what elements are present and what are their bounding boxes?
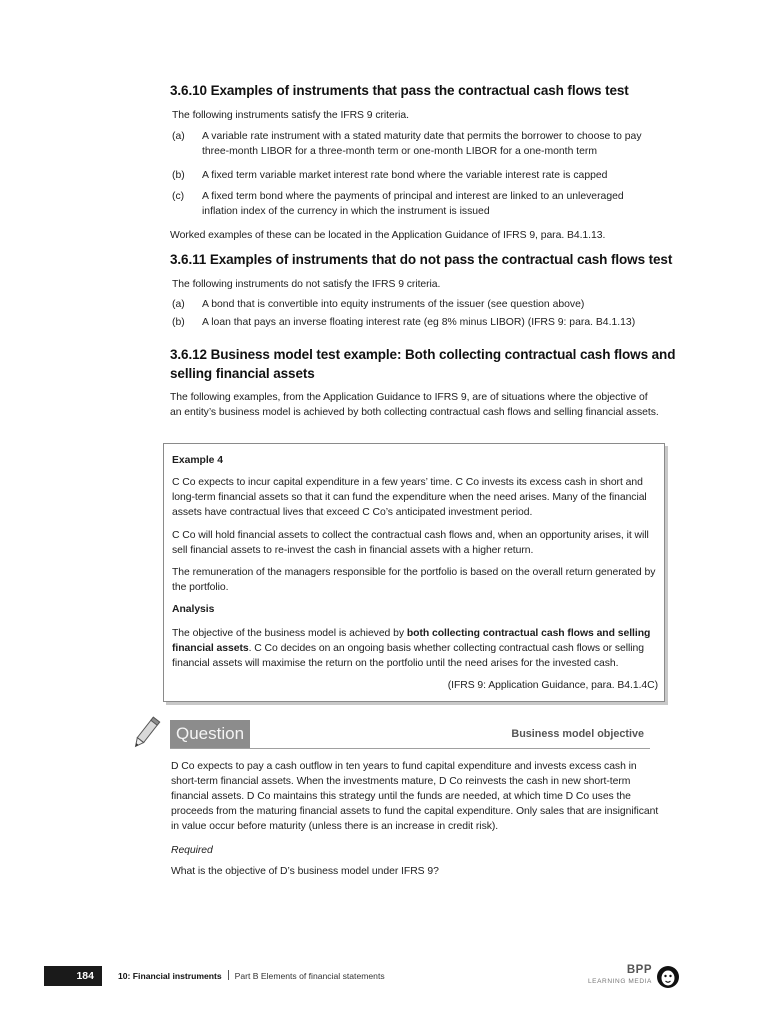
list-marker: (a): [172, 131, 185, 142]
list-item: [172, 315, 662, 330]
analysis-paragraph: [172, 626, 656, 671]
brand-subtitle: LEARNING MEDIA: [587, 978, 652, 985]
question-title: Business model objective: [511, 728, 644, 740]
chapter-label: 10: Financial instruments: [118, 971, 222, 981]
list-text: A variable rate instrument with a stated maturity date that permits the borrower to choose to pay three-month LIBOR for a three-month term or one-month LIBOR for a one-month term: [202, 131, 642, 157]
example-paragraph: C Co expects to incur capital expenditure in a few years’ time. C Co invests its excess cash in short and long-term financial assets so that it can fund the expenditure when the need arises. Many of the financial assets have contractual lives that exceed C Co’s anticipated investment period.: [172, 477, 647, 518]
section-intro: The following examples, from the Application Guidance to IFRS 9, are of situations where the objective of an entity’s business model is achieved by both collecting contractual cash flows and selling financial assets.: [170, 392, 659, 418]
section-heading-3-6-12-line2: selling financial assets: [170, 366, 315, 381]
required-text: What is the objective of D’s business model under IFRS 9?: [171, 866, 439, 877]
list-text: A fixed term bond where the payments of principal and interest are linked to an unleveraged inflation index of the currency in which the instrument is issued: [202, 191, 624, 217]
list-text: A bond that is convertible into equity instruments of the issuer (see question above): [202, 299, 585, 310]
section-intro: The following instruments do not satisfy the IFRS 9 criteria.: [172, 279, 441, 290]
list-item: [172, 168, 662, 183]
running-footer: [118, 970, 385, 982]
example-citation: (IFRS 9: Application Guidance, para. B4.1.4C): [447, 680, 658, 691]
list-marker: (b): [172, 317, 185, 328]
section-heading-3-6-11: 3.6.11 Examples of instruments that do not pass the contractual cash flows test: [170, 252, 673, 267]
question-body: D Co expects to pay a cash outflow in ten years to fund capital expenditure and invests excess cash in short-term financial assets. When the investments mature, D Co reinvests the cash in new short-term financial assets. D Co maintains this strategy until the funds are needed, at which time D Co uses the proceeds from the maturing financial assets to fund the capital expenditure. Only sales that are insignificant in value occur before maturity (unless there is an increase in credit risk).: [171, 761, 659, 832]
list-item: [172, 297, 662, 312]
section-intro: The following instruments satisfy the IFRS 9 criteria.: [172, 110, 409, 121]
list-text: A fixed term variable market interest rate bond where the variable interest rate is capped: [202, 170, 608, 181]
analysis-text: The objective of the business model is achieved by: [172, 628, 407, 639]
example-paragraph: The remuneration of the managers responsible for the portfolio is based on the overall return generated by the portfolio.: [172, 567, 656, 593]
list-marker: (c): [172, 191, 185, 202]
page-number: 184: [44, 966, 102, 986]
list-text: A loan that pays an inverse floating interest rate (eg 8% minus LIBOR) (IFRS 9: para. B4.1.13): [202, 317, 636, 328]
list-item: [172, 129, 662, 159]
example-paragraph: C Co will hold financial assets to collect the contractual cash flows and, when an opportunity arises, it will sell financial assets to re-invest the cash in financial assets with a higher return.: [172, 530, 649, 556]
required-label: Required: [171, 845, 213, 856]
analysis-text: . C Co decides on an ongoing basis whether collecting contractual cash flows or selling financial assets will maximise the return on the portfolio until the need arises for the invested cash.: [172, 643, 644, 669]
publisher-logo: [587, 964, 680, 990]
brand-name: BPP: [626, 964, 652, 976]
list-marker: (b): [172, 170, 185, 181]
example-title: Example 4: [172, 455, 223, 466]
question-tab: Question: [170, 720, 250, 748]
pencil-icon: [130, 714, 162, 752]
section-heading-3-6-10: 3.6.10 Examples of instruments that pass the contractual cash flows test: [170, 83, 629, 98]
example-box: [163, 443, 665, 702]
part-label: Part B Elements of financial statements: [234, 971, 385, 981]
footer-divider: [228, 970, 229, 980]
bpp-lion-icon: [656, 965, 680, 989]
analysis-title: Analysis: [172, 604, 215, 615]
section-heading-3-6-12: 3.6.12 Business model test example: Both collecting contractual cash flows and: [170, 347, 676, 362]
list-marker: (a): [172, 299, 185, 310]
analysis-emphasis: both collecting contractual cash flows and selling financial assets: [172, 628, 651, 654]
section-footnote: Worked examples of these can be located in the Application Guidance of IFRS 9, para. B4.1.13.: [170, 230, 606, 241]
question-header: [170, 720, 650, 749]
list-item: [172, 189, 662, 219]
